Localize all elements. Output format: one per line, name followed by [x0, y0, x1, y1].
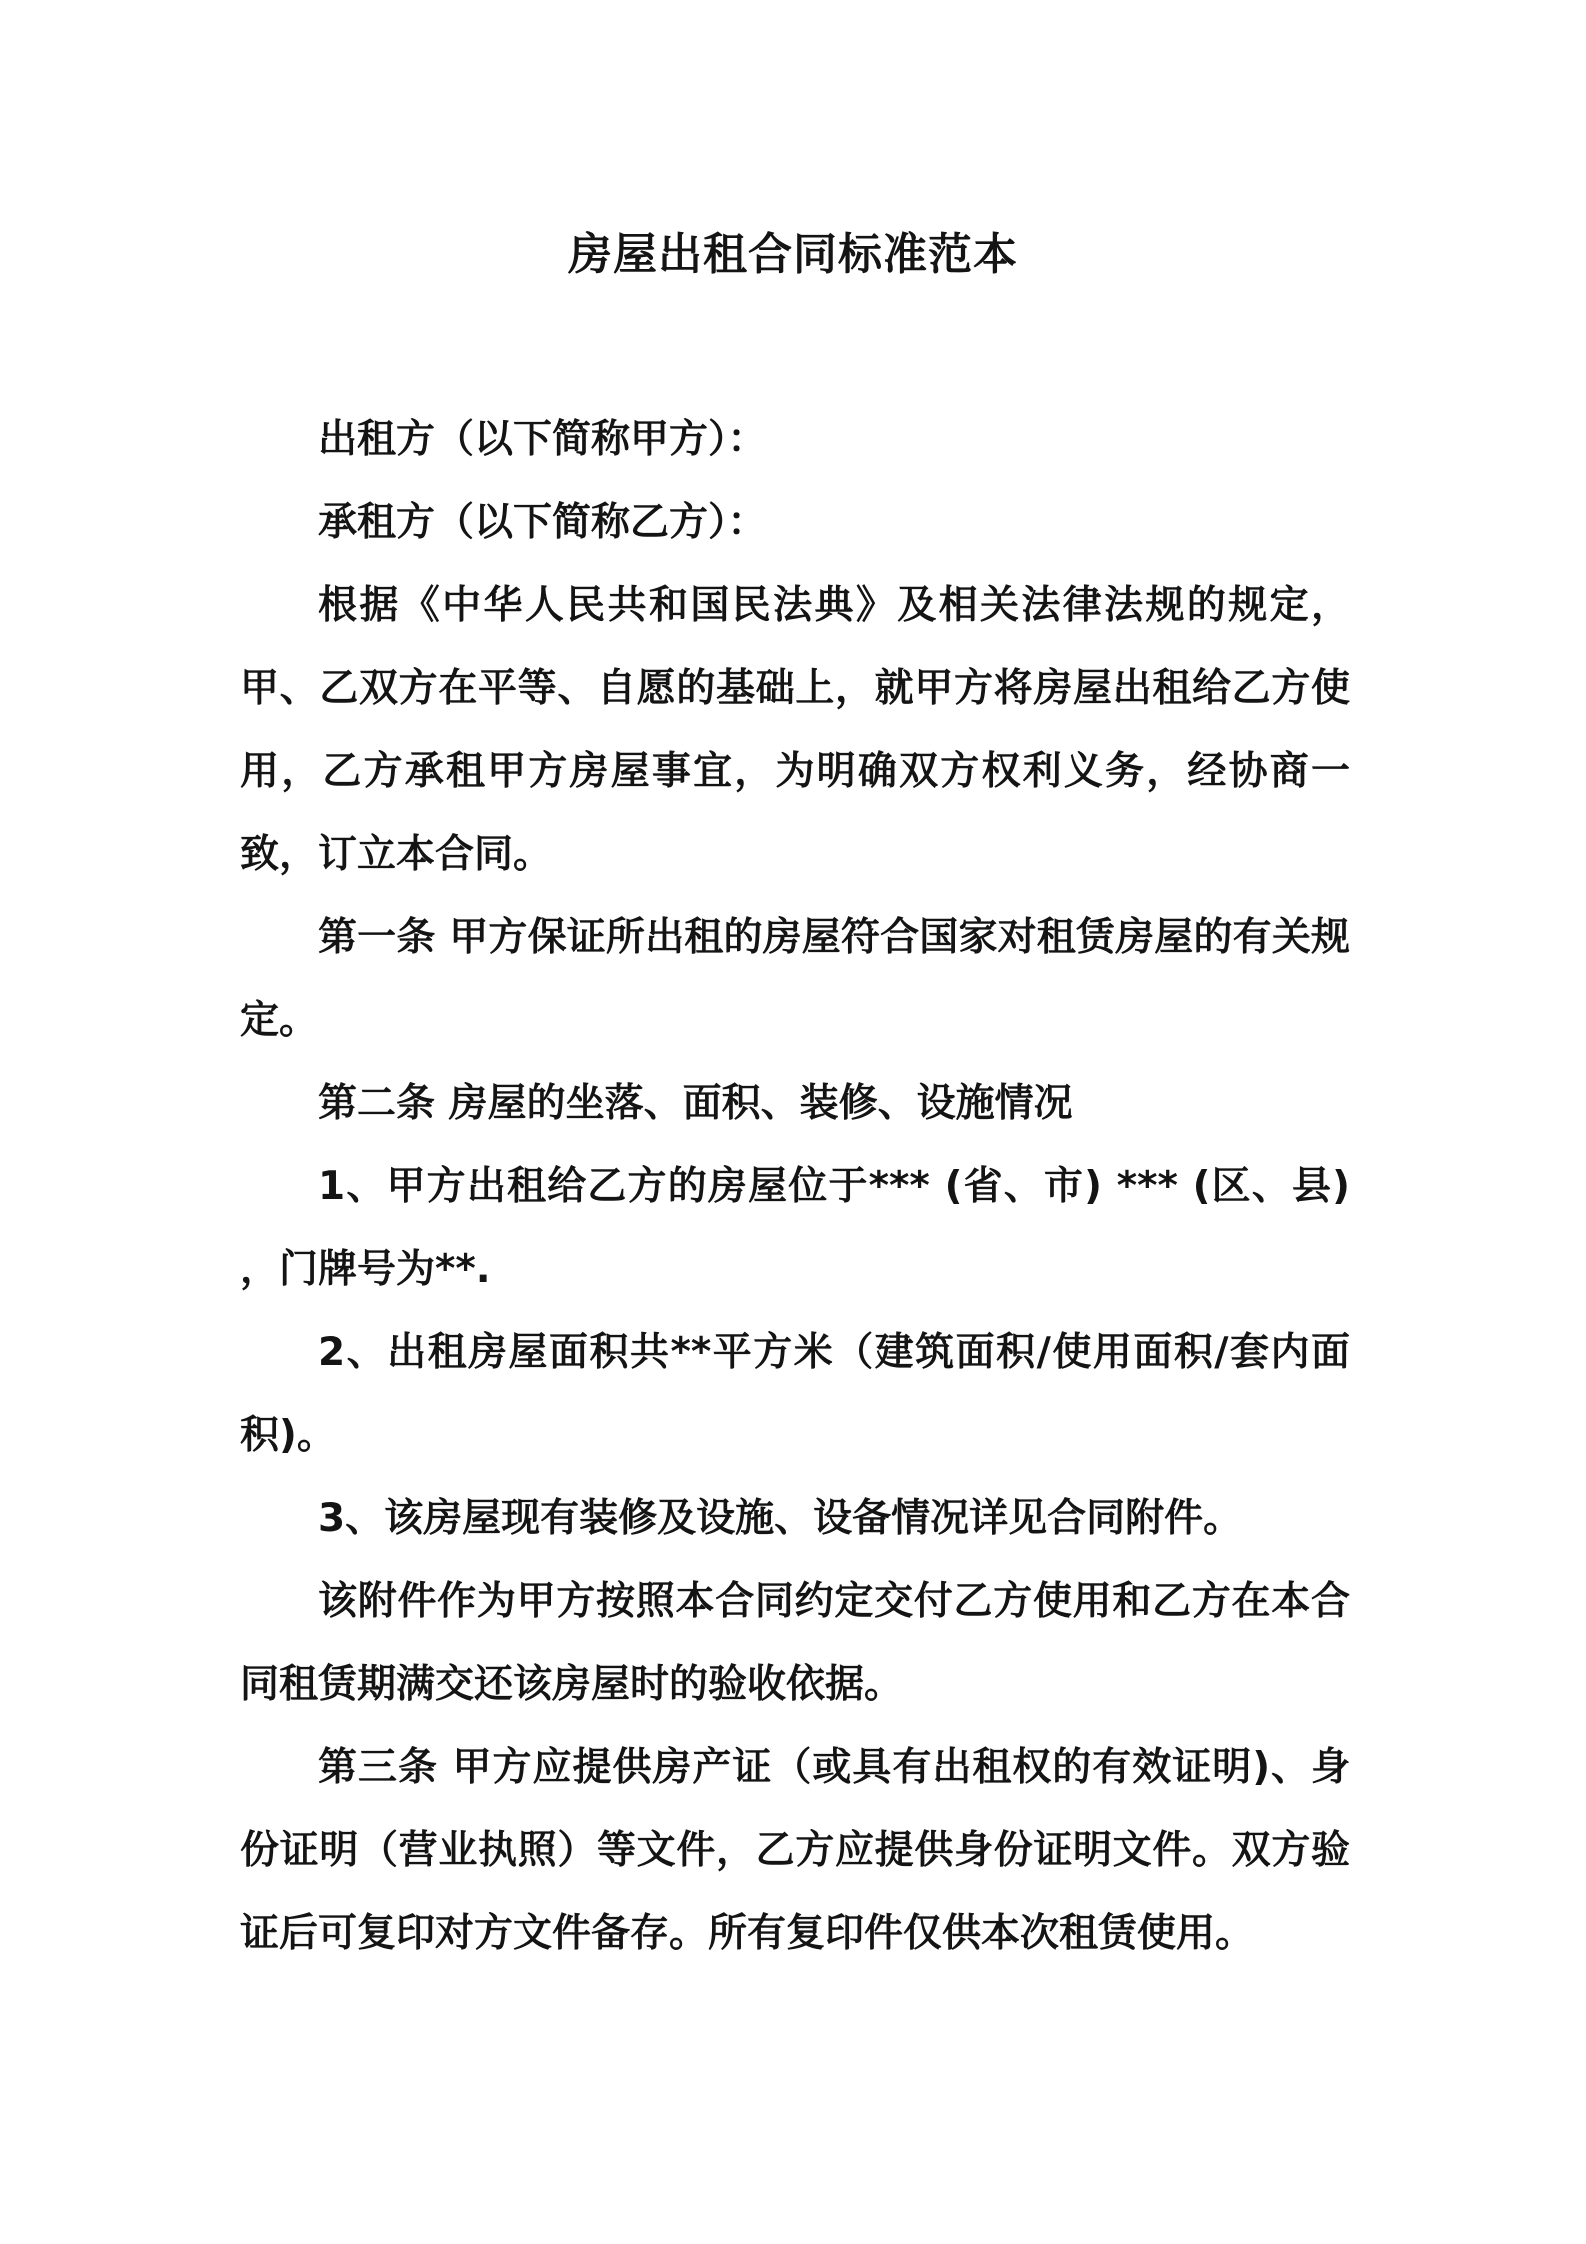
preamble-paragraph: 根据《中华人民共和国民法典》及相关法律法规的规定，甲、乙双方在平等、自愿的基础上，就甲方将房屋出租给乙方使用，乙方承租甲方房屋事宜，为明确双方权利义务，经协商一致，订立本合同。	[240, 583, 1350, 877]
article-2-item-1: 1、甲方出租给乙方的房屋位于*** (省、市) *** (区、县) ，门牌号为**.	[240, 1164, 1350, 1292]
annex-paragraph: 该附件作为甲方按照本合同约定交付乙方使用和乙方在本合同租赁期满交还该房屋时的验收依据。	[240, 1579, 1350, 1707]
article-2-item-3: 3、该房屋现有装修及设施、设备情况详见合同附件。	[318, 1496, 1243, 1541]
lessee-line: 承租方（以下简称乙方）：	[318, 500, 767, 545]
article-2-heading: 第二条 房屋的坐落、面积、装修、设施情况	[318, 1081, 1073, 1126]
article-2-item-2: 2、出租房屋面积共**平方米（建筑面积/使用面积/套内面积)。	[240, 1330, 1350, 1458]
lessor-line: 出租方（以下简称甲方）：	[318, 417, 767, 462]
document-title: 房屋出租合同标准范本	[568, 229, 1018, 280]
article-3: 第三条 甲方应提供房产证（或具有出租权的有效证明)、身份证明（营业执照）等文件，乙方应提供身份证明文件。双方验证后可复印对方文件备存。所有复印件仅供本次租赁使用。	[240, 1745, 1350, 1956]
article-1: 第一条 甲方保证所出租的房屋符合国家对租赁房屋的有关规定。	[240, 915, 1350, 1043]
document-body	[240, 398, 1350, 1975]
